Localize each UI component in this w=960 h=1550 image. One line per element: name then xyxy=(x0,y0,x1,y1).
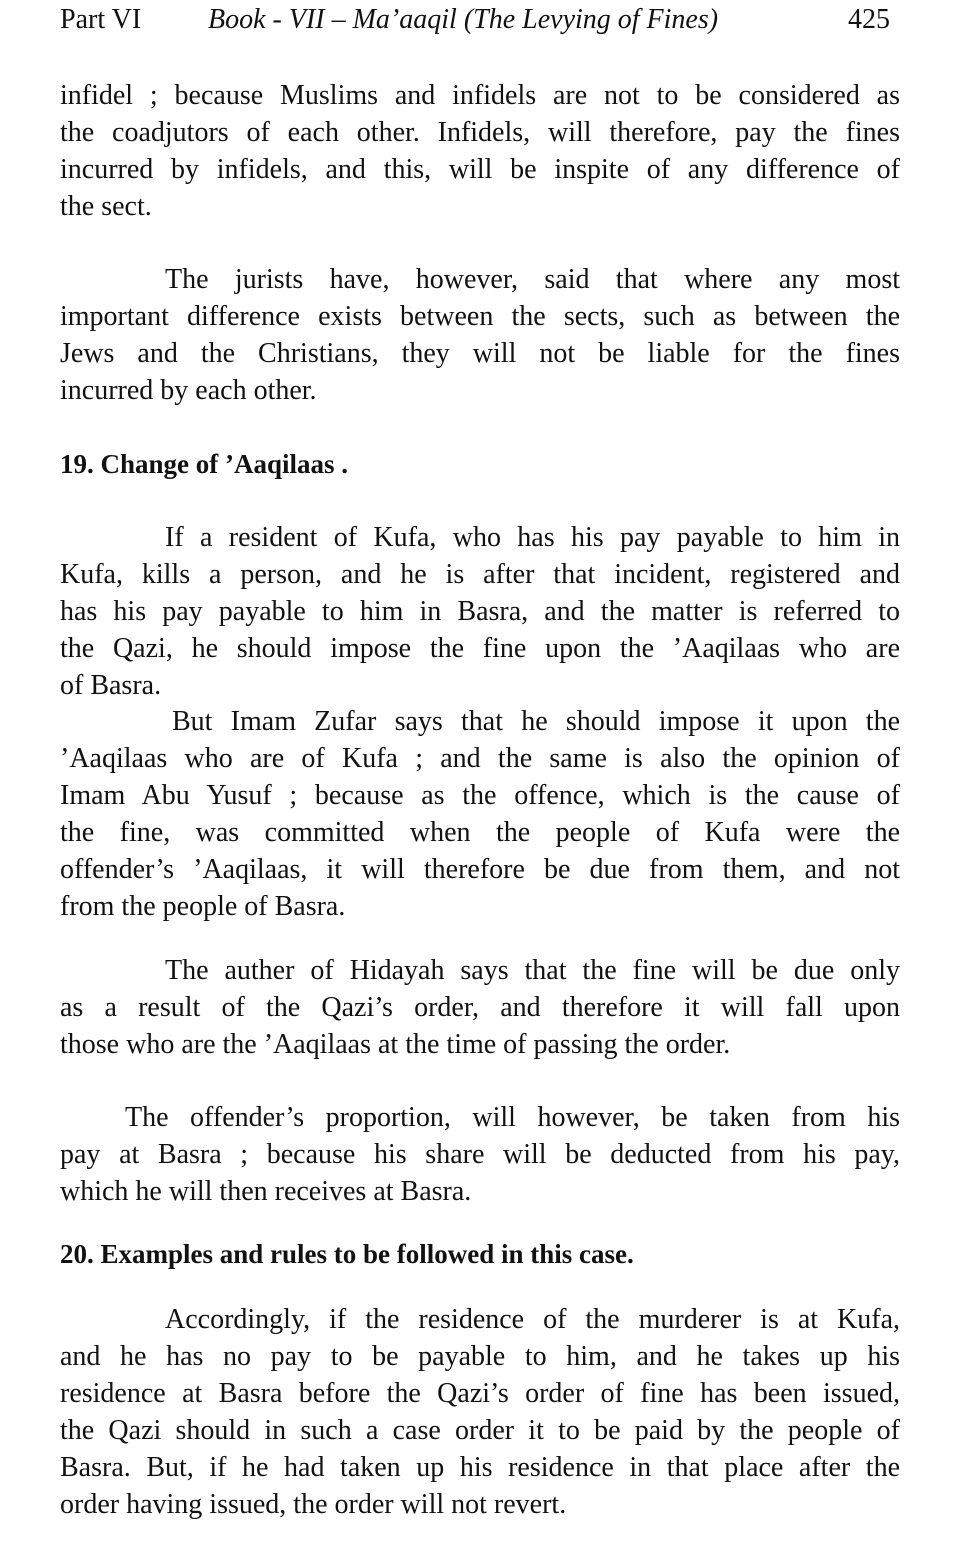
paragraph xyxy=(60,703,900,925)
section-heading xyxy=(60,446,900,483)
text-line: from the people of Basra. xyxy=(60,891,346,922)
paragraph xyxy=(60,1301,900,1523)
paragraph xyxy=(60,1099,900,1210)
text-line: Kufa, kills a person, and he is after that incident, registered and xyxy=(60,559,900,590)
text-line: The offender’s proportion, will however, be taken from his xyxy=(125,1102,900,1133)
text-line: the Qazi, he should impose the fine upon the ’Aaqilaas who are xyxy=(60,633,900,664)
paragraph xyxy=(60,261,900,409)
text-line: the Qazi should in such a case order it to be paid by the people of xyxy=(60,1415,900,1446)
text-line: offender’s ’Aaqilaas, it will therefore be due from them, and not xyxy=(60,854,900,885)
text-line: If a resident of Kufa, who has his pay payable to him in xyxy=(165,522,900,553)
text-line: Accordingly, if the residence of the murderer is at Kufa, xyxy=(165,1304,900,1335)
text-line: The auther of Hidayah says that the fine will be due only xyxy=(165,955,900,986)
text-line: Jews and the Christians, they will not be liable for the fines xyxy=(60,338,900,369)
text-line: important difference exists between the sects, such as between the xyxy=(60,301,900,332)
text-line: the sect. xyxy=(60,191,152,222)
text-line: But Imam Zufar says that he should impose it upon the xyxy=(172,706,900,737)
section-heading-text: 20. Examples and rules to be followed in this case. xyxy=(60,1239,634,1269)
running-header xyxy=(60,4,890,40)
text-line: Basra. But, if he had taken up his residence in that place after the xyxy=(60,1452,900,1483)
paragraph xyxy=(60,519,900,704)
section-heading-text: 19. Change of ’Aaqilaas . xyxy=(60,449,349,479)
text-line: infidel ; because Muslims and infidels are not to be considered as xyxy=(60,80,900,111)
text-line: ’Aaqilaas who are of Kufa ; and the same is also the opinion of xyxy=(60,743,900,774)
paragraph xyxy=(60,77,900,225)
text-line: The jurists have, however, said that where any most xyxy=(165,264,900,295)
text-line: which he will then receives at Basra. xyxy=(60,1176,472,1207)
text-line: those who are the ’Aaqilaas at the time of passing the order. xyxy=(60,1029,731,1060)
paragraph xyxy=(60,952,900,1063)
text-line: the coadjutors of each other. Infidels, will therefore, pay the fines xyxy=(60,117,900,148)
header-part: Part VI xyxy=(60,4,142,35)
text-line: the fine, was committed when the people of Kufa were the xyxy=(60,817,900,848)
header-title: Book - VII – Ma’aaqil (The Levying of Fines) xyxy=(208,4,719,35)
text-line: residence at Basra before the Qazi’s order of fine has been issued, xyxy=(60,1378,900,1409)
text-line: order having issued, the order will not revert. xyxy=(60,1489,567,1520)
text-line: pay at Basra ; because his share will be deducted from his pay, xyxy=(60,1139,900,1170)
text-line: and he has no pay to be payable to him, and he takes up his xyxy=(60,1341,900,1372)
text-line: incurred by infidels, and this, will be inspite of any difference of xyxy=(60,154,900,185)
text-line: Imam Abu Yusuf ; because as the offence, which is the cause of xyxy=(60,780,900,811)
text-line: of Basra. xyxy=(60,670,162,701)
section-heading xyxy=(60,1236,900,1273)
text-line: as a result of the Qazi’s order, and therefore it will fall upon xyxy=(60,992,900,1023)
text-line: incurred by each other. xyxy=(60,375,317,406)
page-number: 425 xyxy=(848,4,890,35)
text-line: has his pay payable to him in Basra, and the matter is referred to xyxy=(60,596,900,627)
